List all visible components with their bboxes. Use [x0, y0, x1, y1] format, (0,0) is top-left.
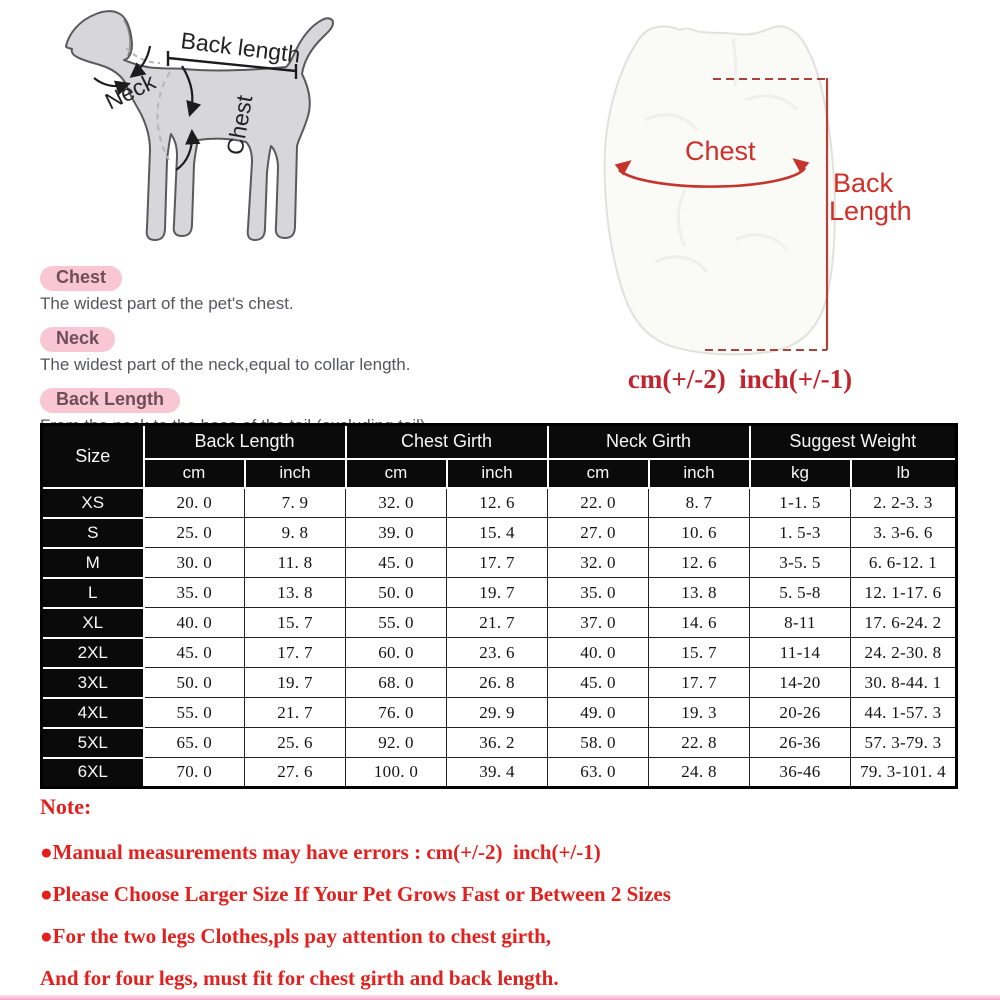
- measurement-cell: 70. 0: [144, 758, 245, 788]
- measurement-cell: 17. 7: [245, 638, 346, 668]
- size-table: [40, 423, 958, 789]
- size-cell: 5XL: [42, 728, 144, 758]
- measurement-cell: 25. 6: [245, 728, 346, 758]
- table-row: [42, 608, 957, 638]
- neck-label: Neck: [100, 68, 160, 115]
- measurement-cell: 3. 3-6. 6: [851, 518, 957, 548]
- measurement-cell: 44. 1-57. 3: [851, 698, 957, 728]
- measurement-cell: 30. 0: [144, 548, 245, 578]
- measurement-cell: 30. 8-44. 1: [851, 668, 957, 698]
- measurement-cell: 19. 7: [245, 668, 346, 698]
- garment-back-label: Back: [833, 168, 894, 198]
- measurement-cell: 76. 0: [346, 698, 447, 728]
- back-length-label: Back length: [179, 27, 302, 68]
- measurement-cell: 58. 0: [548, 728, 649, 758]
- measurement-cell: 12. 1-17. 6: [851, 578, 957, 608]
- unit-header: cm: [346, 459, 447, 488]
- measurement-cell: 15. 7: [245, 608, 346, 638]
- measurement-cell: 32. 0: [346, 488, 447, 518]
- measurement-cell: 49. 0: [548, 698, 649, 728]
- measurement-cell: 8. 7: [649, 488, 750, 518]
- measurement-cell: 68. 0: [346, 668, 447, 698]
- note-item: ●For the two legs Clothes,pls pay attention to chest girth,: [40, 924, 552, 948]
- unit-header: inch: [447, 459, 548, 488]
- definition-text: The widest part of the pet's chest.: [40, 294, 294, 313]
- measurement-cell: 26-36: [750, 728, 851, 758]
- measurement-cell: 15. 7: [649, 638, 750, 668]
- measurement-cell: 55. 0: [346, 608, 447, 638]
- table-unit-row: [42, 459, 957, 488]
- measurement-cell: 36-46: [750, 758, 851, 788]
- measurement-cell: 13. 8: [245, 578, 346, 608]
- measurement-cell: 45. 0: [144, 638, 245, 668]
- size-cell: XS: [42, 488, 144, 518]
- measurement-cell: 26. 8: [447, 668, 548, 698]
- definition-item: [40, 266, 560, 314]
- measurement-cell: 45. 0: [346, 548, 447, 578]
- unit-header: cm: [548, 459, 649, 488]
- size-cell: 4XL: [42, 698, 144, 728]
- measurement-cell: 12. 6: [649, 548, 750, 578]
- measurement-cell: 29. 9: [447, 698, 548, 728]
- note-footer: And for four legs, must fit for chest girth and back length.: [40, 966, 559, 990]
- unit-header: inch: [649, 459, 750, 488]
- measurement-cell: 39. 4: [447, 758, 548, 788]
- measurement-cell: 79. 3-101. 4: [851, 758, 957, 788]
- measurement-cell: 24. 2-30. 8: [851, 638, 957, 668]
- measurement-cell: 17. 6-24. 2: [851, 608, 957, 638]
- col-header-chest-girth: Chest Girth: [346, 425, 548, 459]
- definition-term-back-length: Back Length: [40, 388, 180, 413]
- size-cell: L: [42, 578, 144, 608]
- measurement-cell: 19. 7: [447, 578, 548, 608]
- measurement-cell: 40. 0: [548, 638, 649, 668]
- measurement-cell: 5. 5-8: [750, 578, 851, 608]
- measurement-cell: 15. 4: [447, 518, 548, 548]
- col-header-size: Size: [42, 425, 144, 488]
- measurement-cell: 45. 0: [548, 668, 649, 698]
- measurement-cell: 40. 0: [144, 608, 245, 638]
- measurement-cell: 32. 0: [548, 548, 649, 578]
- chest-label: Chest: [221, 93, 258, 157]
- measurement-cell: 27. 0: [548, 518, 649, 548]
- measurement-cell: 19. 3: [649, 698, 750, 728]
- col-header-back-length: Back Length: [144, 425, 346, 459]
- definition-text: The widest part of the neck,equal to collar length.: [40, 355, 411, 374]
- note-item: ●Please Choose Larger Size If Your Pet Grows Fast or Between 2 Sizes: [40, 882, 671, 906]
- measure-definitions: [40, 266, 560, 449]
- notes-heading: Note:: [40, 794, 92, 819]
- measurement-cell: 21. 7: [245, 698, 346, 728]
- measurement-cell: 14-20: [750, 668, 851, 698]
- table-row: [42, 518, 957, 548]
- size-cell: S: [42, 518, 144, 548]
- garment-diagram-svg: [585, 0, 935, 362]
- measurement-cell: 17. 7: [649, 668, 750, 698]
- unit-header: kg: [750, 459, 851, 488]
- measurement-cell: 92. 0: [346, 728, 447, 758]
- measurement-cell: 20-26: [750, 698, 851, 728]
- measurement-cell: 37. 0: [548, 608, 649, 638]
- unit-header: lb: [851, 459, 957, 488]
- size-cell: XL: [42, 608, 144, 638]
- dog-diagram-svg: [40, 0, 360, 265]
- table-row: [42, 548, 957, 578]
- unit-header: cm: [144, 459, 245, 488]
- dog-measure-diagram: [40, 0, 360, 265]
- size-cell: 6XL: [42, 758, 144, 788]
- measurement-cell: 35. 0: [548, 578, 649, 608]
- measurement-cell: 8-11: [750, 608, 851, 638]
- measurement-cell: 27. 6: [245, 758, 346, 788]
- bottom-pink-divider: [0, 995, 1000, 1000]
- measurement-cell: 20. 0: [144, 488, 245, 518]
- measurement-cell: 17. 7: [447, 548, 548, 578]
- measurement-cell: 100. 0: [346, 758, 447, 788]
- table-row: [42, 758, 957, 788]
- size-cell: 2XL: [42, 638, 144, 668]
- size-table-grid: [40, 423, 958, 789]
- measurement-cell: 9. 8: [245, 518, 346, 548]
- measurement-cell: 39. 0: [346, 518, 447, 548]
- measurement-cell: 50. 0: [346, 578, 447, 608]
- measurement-cell: 11-14: [750, 638, 851, 668]
- garment-measure-diagram: [585, 0, 935, 362]
- size-cell: M: [42, 548, 144, 578]
- measurement-cell: 2. 2-3. 3: [851, 488, 957, 518]
- garment-photo: [605, 26, 835, 354]
- measurement-cell: 55. 0: [144, 698, 245, 728]
- measurement-cell: 21. 7: [447, 608, 548, 638]
- unit-header: inch: [245, 459, 346, 488]
- definition-term-neck: Neck: [40, 327, 115, 352]
- measurement-cell: 22. 8: [649, 728, 750, 758]
- measurement-cell: 13. 8: [649, 578, 750, 608]
- note-item: ●Manual measurements may have errors : cm(+/-2) inch(+/-1): [40, 840, 601, 864]
- measurement-cell: 1-1. 5: [750, 488, 851, 518]
- measurement-cell: 24. 8: [649, 758, 750, 788]
- measurement-cell: 57. 3-79. 3: [851, 728, 957, 758]
- measurement-cell: 23. 6: [447, 638, 548, 668]
- measurement-cell: 25. 0: [144, 518, 245, 548]
- table-row: [42, 488, 957, 518]
- measurement-cell: 11. 8: [245, 548, 346, 578]
- notes-section: [40, 794, 980, 1000]
- measurement-cell: 10. 6: [649, 518, 750, 548]
- col-header-suggest-weight: Suggest Weight: [750, 425, 957, 459]
- definition-term-chest: Chest: [40, 266, 122, 291]
- measurement-cell: 1. 5-3: [750, 518, 851, 548]
- table-row: [42, 578, 957, 608]
- definition-item: [40, 327, 560, 375]
- table-row: [42, 728, 957, 758]
- measurement-cell: 35. 0: [144, 578, 245, 608]
- measurement-cell: 65. 0: [144, 728, 245, 758]
- measurement-cell: 12. 6: [447, 488, 548, 518]
- table-header-row: [42, 425, 957, 459]
- measurement-cell: 63. 0: [548, 758, 649, 788]
- measurement-cell: 22. 0: [548, 488, 649, 518]
- table-row: [42, 698, 957, 728]
- garment-chest-label: Chest: [685, 136, 756, 166]
- measurement-cell: 6. 6-12. 1: [851, 548, 957, 578]
- measurement-cell: 14. 6: [649, 608, 750, 638]
- measurement-cell: 60. 0: [346, 638, 447, 668]
- measurement-cell: 50. 0: [144, 668, 245, 698]
- measurement-cell: 7. 9: [245, 488, 346, 518]
- col-header-neck-girth: Neck Girth: [548, 425, 750, 459]
- measurement-cell: 3-5. 5: [750, 548, 851, 578]
- tolerance-note: cm(+/-2) inch(+/-1): [627, 364, 853, 394]
- table-row: [42, 638, 957, 668]
- size-cell: 3XL: [42, 668, 144, 698]
- garment-length-label: Length: [829, 196, 912, 226]
- table-row: [42, 668, 957, 698]
- measurement-cell: 36. 2: [447, 728, 548, 758]
